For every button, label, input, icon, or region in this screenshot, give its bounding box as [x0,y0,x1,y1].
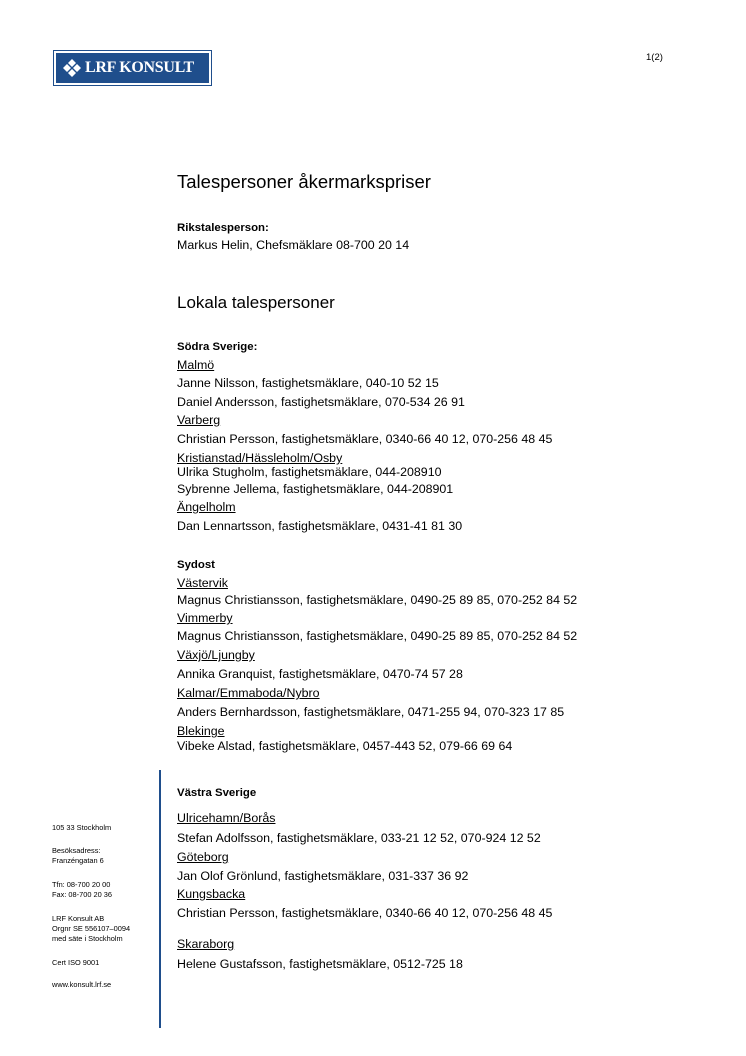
sidebar-visit-street: Franzéngatan 6 [52,856,104,865]
diamond-flower-icon [62,58,82,78]
page-title: Talespersoner åkermarkspriser [177,171,431,192]
sidebar-postal: 105 33 Stockholm [52,823,112,832]
national-spokesperson: Markus Helin, Chefsmäklare 08-700 20 14 [177,238,410,252]
region-vastervik: Västervik [177,576,228,590]
sidebar-fax: Fax: 08-700 20 36 [52,890,112,899]
region-blekinge: Blekinge [177,724,225,738]
sidebar-cert: Cert ISO 9001 [52,958,100,967]
sidebar-divider [159,770,161,1028]
contact-line: Vibeke Alstad, fastighetsmäklare, 0457-443 52, 079-66 69 64 [177,739,513,753]
company-logo [53,50,212,86]
contact-line: Dan Lennartsson, fastighetsmäklare, 0431-41 81 30 [177,519,463,533]
region-vimmerby: Vimmerby [177,611,233,625]
region-malmo: Malmö [177,358,215,372]
page-number: 1(2) [646,52,663,63]
region-skaraborg: Skaraborg [177,937,235,951]
sidebar-company: LRF Konsult AB [52,914,105,923]
region-kungsbacka: Kungsbacka [177,887,246,901]
region-kalmar: Kalmar/Emmaboda/Nybro [177,686,320,700]
contact-line: Magnus Christiansson, fastighetsmäklare, 0490-25 89 85, 070-252 84 52 [177,593,578,607]
sidebar-visit-label: Besöksadress: [52,846,101,855]
contact-line: Christian Persson, fastighetsmäklare, 0340-66 40 12, 070-256 48 45 [177,432,553,446]
contact-line: Sybrenne Jellema, fastighetsmäklare, 044-208901 [177,482,454,496]
section-heading-south: Södra Sverige: [177,341,258,353]
contact-line: Helene Gustafsson, fastighetsmäklare, 0512-725 18 [177,957,463,971]
contact-line: Annika Granquist, fastighetsmäklare, 0470-74 57 28 [177,667,463,681]
region-ulricehamn: Ulricehamn/Borås [177,811,276,825]
sidebar-orgnr: Orgnr SE 556107–0094 [52,924,131,933]
contact-line: Janne Nilsson, fastighetsmäklare, 040-10 52 15 [177,376,439,390]
contact-line: Jan Olof Grönlund, fastighetsmäklare, 031-337 36 92 [177,869,469,883]
contact-line: Christian Persson, fastighetsmäklare, 0340-66 40 12, 070-256 48 45 [177,906,553,920]
region-vaxjo: Växjö/Ljungby [177,648,255,662]
logo-text: LRF KONSULT [85,59,194,76]
sidebar-seat: med säte i Stockholm [52,934,123,943]
section-heading-west: Västra Sverige [177,787,257,799]
contact-line: Anders Bernhardsson, fastighetsmäklare, 0471-255 94, 070-323 17 85 [177,705,565,719]
logo-badge [56,53,209,83]
section-heading-southeast: Sydost [177,559,215,571]
region-varberg: Varberg [177,413,221,427]
contact-line: Magnus Christiansson, fastighetsmäklare, 0490-25 89 85, 070-252 84 52 [177,629,578,643]
sidebar-web: www.konsult.lrf.se [52,980,112,989]
contact-line: Daniel Andersson, fastighetsmäklare, 070-534 26 91 [177,395,465,409]
contact-line: Stefan Adolfsson, fastighetsmäklare, 033-21 12 52, 070-924 12 52 [177,831,541,845]
sidebar-phone: Tfn: 08-700 20 00 [52,880,111,889]
region-kristianstad: Kristianstad/Hässleholm/Osby [177,451,343,465]
region-angelholm: Ängelholm [177,500,236,514]
national-heading: Rikstalesperson: [177,222,269,234]
region-goteborg: Göteborg [177,850,229,864]
local-title: Lokala talespersoner [177,293,335,312]
contact-line: Ulrika Stugholm, fastighetsmäklare, 044-208910 [177,465,442,479]
